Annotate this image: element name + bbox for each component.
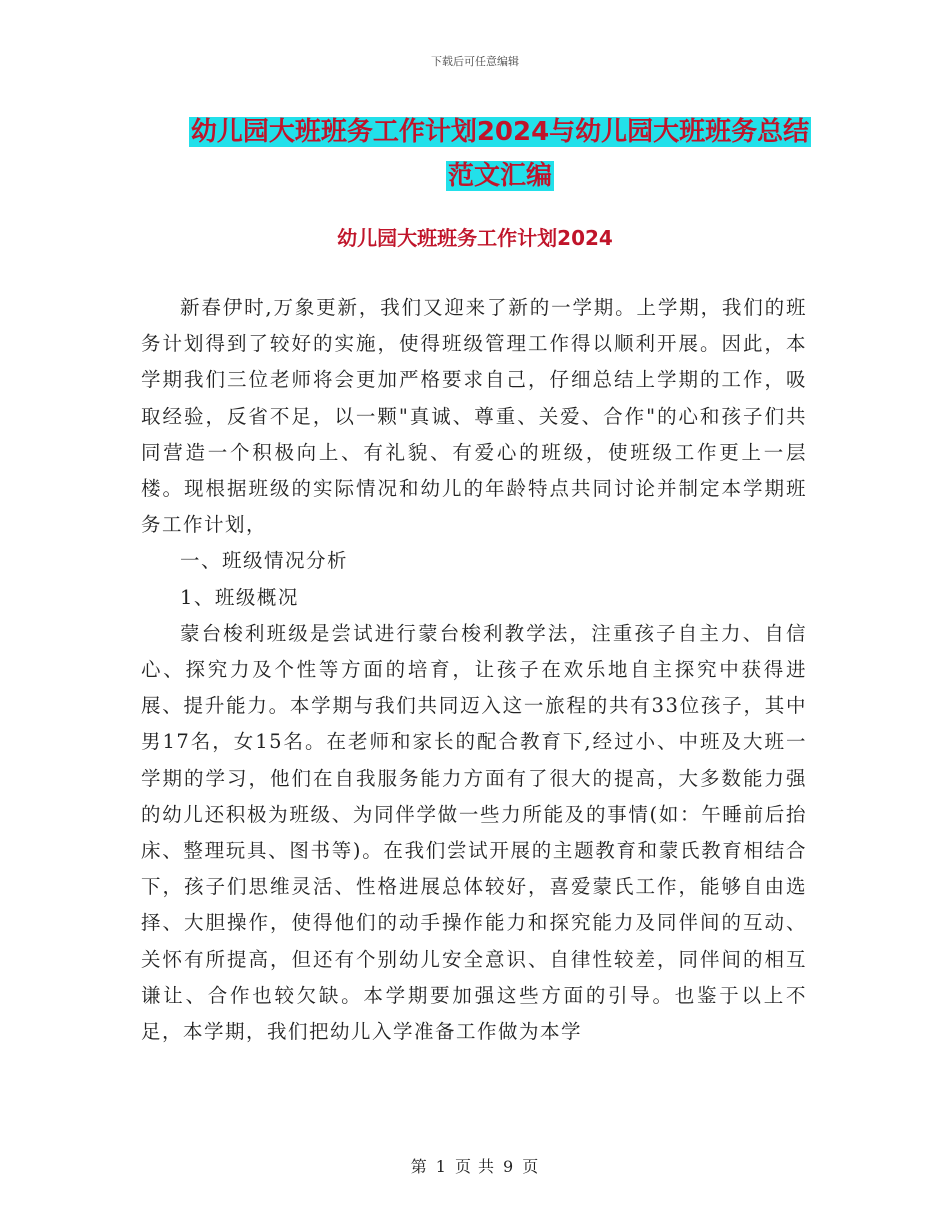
paragraph-class-overview: 蒙台梭利班级是尝试进行蒙台梭利教学法，注重孩子自主力、自信心、探究力及个性等方面的培育，让孩子在欢乐地自主探究中获得进展、提升能力。本学期与我们共同迈入这一旅程的共有33位孩子，其中男17名，女15名。在老师和家长的配合教育下,经过小、中班及大班一学期的学习，他们在自我服务能力方面有了很大的提高，大多数能力强的幼儿还积极为班级、为同伴学做一些力所能及的事情(如：午睡前后抬床、整理玩具、图书等)。在我们尝试开展的主题教育和蒙氏教育相结合下，孩子们思维灵活、性格进展总体较好，喜爱蒙氏工作，能够自由选择、大胆操作，使得他们的动手操作能力和探究能力及同伴间的互动、关怀有所提高，但还有个别幼儿安全意识、自律性较差，同伴间的相互谦让、合作也较欠缺。本学期要加强这些方面的引导。也鉴于以上不足，本学期，我们把幼儿入学准备工作做为本学	[141, 621, 807, 1044]
paragraph-intro: 新春伊时,万象更新，我们又迎来了新的一学期。上学期，我们的班务计划得到了较好的实施，使得班级管理工作得以顺利开展。因此，本学期我们三位老师将会更加严格要求自己，仔细总结上学期的工作，吸取经验，反省不足，以一颗"真诚、尊重、关爱、合作"的心和孩子们共同营造一个积极向上、有礼貌、有爱心的班级，使班级工作更上一层楼。现根据班级的实际情况和幼儿的年龄特点共同讨论并制定本学期班务工作计划，	[141, 296, 807, 537]
page-header-note: 下载后可任意编辑	[431, 55, 519, 68]
heading-class-analysis: 一、班级情况分析	[180, 549, 349, 573]
section-title: 幼儿园大班班务工作计划2024	[337, 226, 613, 250]
document-body	[141, 290, 807, 1050]
heading-class-overview: 1、班级概况	[180, 585, 299, 609]
footer-suffix: 页	[522, 1157, 540, 1176]
document-title-line-1: 幼儿园大班班务工作计划2024与幼儿园大班班务总结	[190, 117, 810, 147]
footer-total-pages: 9	[503, 1157, 515, 1176]
document-title-line-2: 范文汇编	[447, 161, 552, 191]
footer-prefix: 第	[410, 1157, 428, 1176]
footer-current-page: 1	[435, 1157, 447, 1176]
document-title	[100, 110, 900, 198]
footer-middle: 页 共	[454, 1157, 496, 1176]
page-footer	[0, 1154, 950, 1177]
